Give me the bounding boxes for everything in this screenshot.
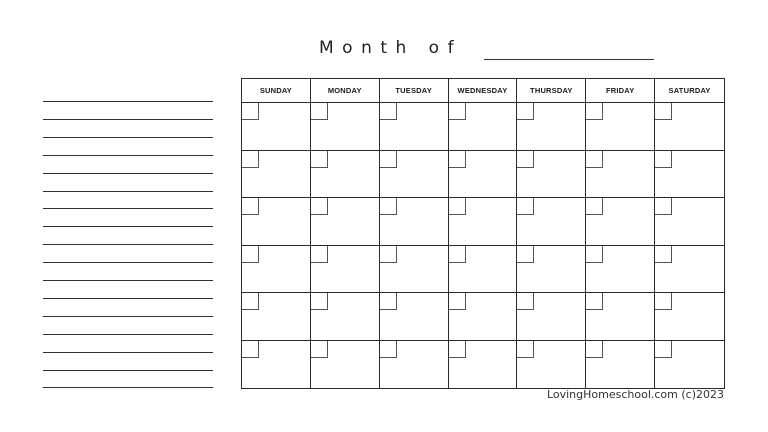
day-cell[interactable] bbox=[586, 103, 655, 151]
copyright-footer: LovingHomeschool.com (c)2023 bbox=[546, 388, 724, 401]
date-number-box[interactable] bbox=[586, 293, 603, 310]
date-number-box[interactable] bbox=[311, 341, 328, 358]
day-header-friday: FRIDAY bbox=[586, 79, 655, 102]
day-cell[interactable] bbox=[380, 198, 449, 246]
note-line bbox=[43, 101, 213, 102]
day-cell[interactable] bbox=[311, 246, 380, 294]
date-number-box[interactable] bbox=[517, 103, 534, 120]
date-number-box[interactable] bbox=[242, 246, 259, 263]
day-cell[interactable] bbox=[380, 293, 449, 341]
date-number-box[interactable] bbox=[380, 151, 397, 168]
day-cell[interactable] bbox=[449, 341, 518, 389]
note-line bbox=[43, 208, 213, 209]
day-cell[interactable] bbox=[242, 293, 311, 341]
day-cell[interactable] bbox=[311, 103, 380, 151]
day-cell[interactable] bbox=[655, 293, 724, 341]
day-cell[interactable] bbox=[517, 151, 586, 199]
date-number-box[interactable] bbox=[380, 293, 397, 310]
note-line bbox=[43, 387, 213, 388]
date-number-box[interactable] bbox=[449, 293, 466, 310]
note-line bbox=[43, 244, 213, 245]
note-line bbox=[43, 173, 213, 174]
day-header-tuesday: TUESDAY bbox=[380, 79, 449, 102]
date-number-box[interactable] bbox=[449, 246, 466, 263]
date-number-box[interactable] bbox=[380, 246, 397, 263]
date-number-box[interactable] bbox=[242, 341, 259, 358]
day-cell[interactable] bbox=[380, 246, 449, 294]
note-line bbox=[43, 316, 213, 317]
date-number-box[interactable] bbox=[586, 341, 603, 358]
note-line bbox=[43, 137, 213, 138]
date-number-box[interactable] bbox=[449, 341, 466, 358]
day-cell[interactable] bbox=[449, 151, 518, 199]
date-number-box[interactable] bbox=[586, 246, 603, 263]
date-number-box[interactable] bbox=[586, 103, 603, 120]
date-number-box[interactable] bbox=[655, 151, 672, 168]
day-cell[interactable] bbox=[517, 293, 586, 341]
note-line bbox=[43, 334, 213, 335]
day-cell[interactable] bbox=[655, 103, 724, 151]
note-line bbox=[43, 226, 213, 227]
date-number-box[interactable] bbox=[311, 198, 328, 215]
day-cell[interactable] bbox=[449, 293, 518, 341]
day-cell[interactable] bbox=[380, 341, 449, 389]
note-line bbox=[43, 280, 213, 281]
day-cell[interactable] bbox=[311, 151, 380, 199]
note-line bbox=[43, 370, 213, 371]
day-cell[interactable] bbox=[449, 198, 518, 246]
day-cell[interactable] bbox=[449, 246, 518, 294]
day-cell[interactable] bbox=[380, 103, 449, 151]
day-header-saturday: SATURDAY bbox=[668, 86, 711, 95]
day-cell[interactable] bbox=[517, 341, 586, 389]
day-cell[interactable] bbox=[586, 151, 655, 199]
calendar-grid bbox=[241, 78, 725, 389]
day-header-monday: MONDAY bbox=[311, 79, 380, 102]
day-cell[interactable] bbox=[517, 103, 586, 151]
day-cell[interactable] bbox=[586, 293, 655, 341]
day-header-thursday: THURSDAY bbox=[517, 79, 586, 102]
day-cell[interactable] bbox=[242, 341, 311, 389]
note-line bbox=[43, 119, 213, 120]
day-cell[interactable] bbox=[517, 198, 586, 246]
date-number-box[interactable] bbox=[242, 198, 259, 215]
date-number-box[interactable] bbox=[380, 198, 397, 215]
day-cell[interactable] bbox=[517, 246, 586, 294]
date-number-box[interactable] bbox=[449, 103, 466, 120]
day-cell[interactable] bbox=[311, 198, 380, 246]
weekday-header-row bbox=[242, 79, 724, 103]
note-line bbox=[43, 191, 213, 192]
date-number-box[interactable] bbox=[242, 103, 259, 120]
day-cell[interactable] bbox=[655, 341, 724, 389]
date-number-box[interactable] bbox=[517, 293, 534, 310]
date-number-box[interactable] bbox=[517, 341, 534, 358]
date-number-box[interactable] bbox=[242, 293, 259, 310]
day-cell[interactable] bbox=[655, 151, 724, 199]
date-number-box[interactable] bbox=[517, 151, 534, 168]
date-number-box[interactable] bbox=[311, 293, 328, 310]
date-number-box[interactable] bbox=[655, 103, 672, 120]
day-header-wednesday: WEDNESDAY bbox=[449, 79, 518, 102]
date-number-box[interactable] bbox=[586, 151, 603, 168]
date-number-box[interactable] bbox=[655, 341, 672, 358]
day-cell[interactable] bbox=[242, 151, 311, 199]
date-number-box[interactable] bbox=[655, 198, 672, 215]
note-line bbox=[43, 262, 213, 263]
day-cell[interactable] bbox=[586, 198, 655, 246]
date-number-box[interactable] bbox=[380, 341, 397, 358]
date-number-box[interactable] bbox=[311, 151, 328, 168]
note-line bbox=[43, 155, 213, 156]
note-line bbox=[43, 298, 213, 299]
day-cell[interactable] bbox=[311, 293, 380, 341]
date-number-box[interactable] bbox=[517, 246, 534, 263]
note-line bbox=[43, 352, 213, 353]
day-cell[interactable] bbox=[242, 103, 311, 151]
day-header-sunday: SUNDAY bbox=[242, 79, 311, 102]
day-cell[interactable] bbox=[311, 341, 380, 389]
date-number-box[interactable] bbox=[586, 198, 603, 215]
day-cell[interactable] bbox=[655, 246, 724, 294]
day-cell[interactable] bbox=[242, 198, 311, 246]
date-number-box[interactable] bbox=[517, 198, 534, 215]
month-blank-line bbox=[484, 59, 654, 60]
date-number-box[interactable] bbox=[311, 246, 328, 263]
day-cell[interactable] bbox=[655, 198, 724, 246]
day-cell[interactable] bbox=[586, 246, 655, 294]
date-number-box[interactable] bbox=[242, 151, 259, 168]
day-cell[interactable] bbox=[449, 103, 518, 151]
date-number-box[interactable] bbox=[380, 103, 397, 120]
page-title: Month of bbox=[319, 38, 463, 58]
day-cell[interactable] bbox=[242, 246, 311, 294]
date-number-box[interactable] bbox=[449, 151, 466, 168]
date-number-box[interactable] bbox=[655, 246, 672, 263]
date-number-box[interactable] bbox=[311, 103, 328, 120]
title-area bbox=[0, 38, 768, 64]
day-cell[interactable] bbox=[380, 151, 449, 199]
date-number-box[interactable] bbox=[449, 198, 466, 215]
day-cell[interactable] bbox=[586, 341, 655, 389]
date-number-box[interactable] bbox=[655, 293, 672, 310]
